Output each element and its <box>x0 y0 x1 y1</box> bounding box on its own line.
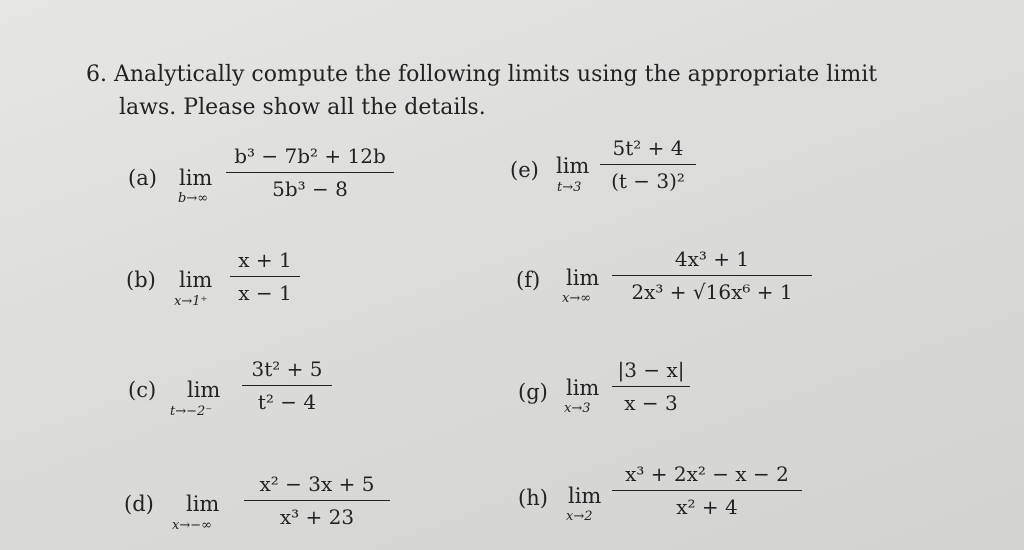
problem-label: (e) <box>510 158 539 182</box>
denominator: 2x³ + √16x⁶ + 1 <box>631 280 793 304</box>
fraction-bar <box>230 276 300 277</box>
denominator: 5b³ − 8 <box>272 177 348 201</box>
problem-heading <box>86 58 877 124</box>
numerator: 4x³ + 1 <box>674 247 750 271</box>
numerator: |3 − x| <box>617 358 685 382</box>
denominator: x² + 4 <box>676 495 738 519</box>
numerator: b³ − 7b² + 12b <box>234 144 386 168</box>
lim-word: lim <box>556 154 590 178</box>
fraction <box>242 357 332 414</box>
lim-subscript: t→3 <box>557 180 582 195</box>
fraction-bar <box>242 385 332 386</box>
fraction <box>612 247 812 304</box>
lim-subscript: b→∞ <box>178 191 209 206</box>
numerator: 3t² + 5 <box>251 357 323 381</box>
fraction <box>244 472 390 529</box>
lim-word: lim <box>179 166 213 190</box>
lim-subscript: t→−2⁻ <box>170 404 213 419</box>
denominator: x³ + 23 <box>279 505 355 529</box>
fraction-bar <box>226 172 394 173</box>
fraction <box>612 462 802 519</box>
fraction-bar <box>244 500 390 501</box>
lim-subscript: x→∞ <box>562 291 592 306</box>
heading-line-1: 6. Analytically compute the following limits using the appropriate limit <box>86 62 878 87</box>
denominator: x − 1 <box>238 281 292 305</box>
lim-word: lim <box>179 268 213 292</box>
denominator: x − 3 <box>624 391 678 415</box>
denominator: t² − 4 <box>257 390 317 414</box>
lim-subscript: x→2 <box>566 509 593 524</box>
problem-label: (a) <box>128 166 157 190</box>
fraction-bar <box>600 164 696 165</box>
fraction <box>226 144 394 201</box>
problem-label: (d) <box>124 492 154 516</box>
problem-label: (h) <box>518 486 548 510</box>
numerator: 5t² + 4 <box>612 136 684 160</box>
lim-word: lim <box>566 376 600 400</box>
problem-label: (c) <box>128 378 157 402</box>
lim-word: lim <box>186 492 220 516</box>
numerator: x² − 3x + 5 <box>259 472 375 496</box>
fraction <box>230 248 300 305</box>
heading-line-2: laws. Please show all the details. <box>119 95 486 120</box>
lim-subscript: x→−∞ <box>172 518 212 533</box>
fraction <box>600 136 696 193</box>
fraction-bar <box>612 490 802 491</box>
denominator: (t − 3)² <box>611 169 685 193</box>
lim-subscript: x→3 <box>564 401 591 416</box>
fraction-bar <box>612 275 812 276</box>
lim-word: lim <box>566 266 600 290</box>
numerator: x³ + 2x² − x − 2 <box>625 462 789 486</box>
numerator: x + 1 <box>238 248 292 272</box>
problem-label: (f) <box>516 268 541 292</box>
problem-label: (b) <box>126 268 156 292</box>
fraction <box>612 358 690 415</box>
fraction-bar <box>612 386 690 387</box>
lim-subscript: x→1⁺ <box>174 294 208 309</box>
lim-word: lim <box>568 484 602 508</box>
problem-label: (g) <box>518 380 548 404</box>
lim-word: lim <box>187 378 221 402</box>
